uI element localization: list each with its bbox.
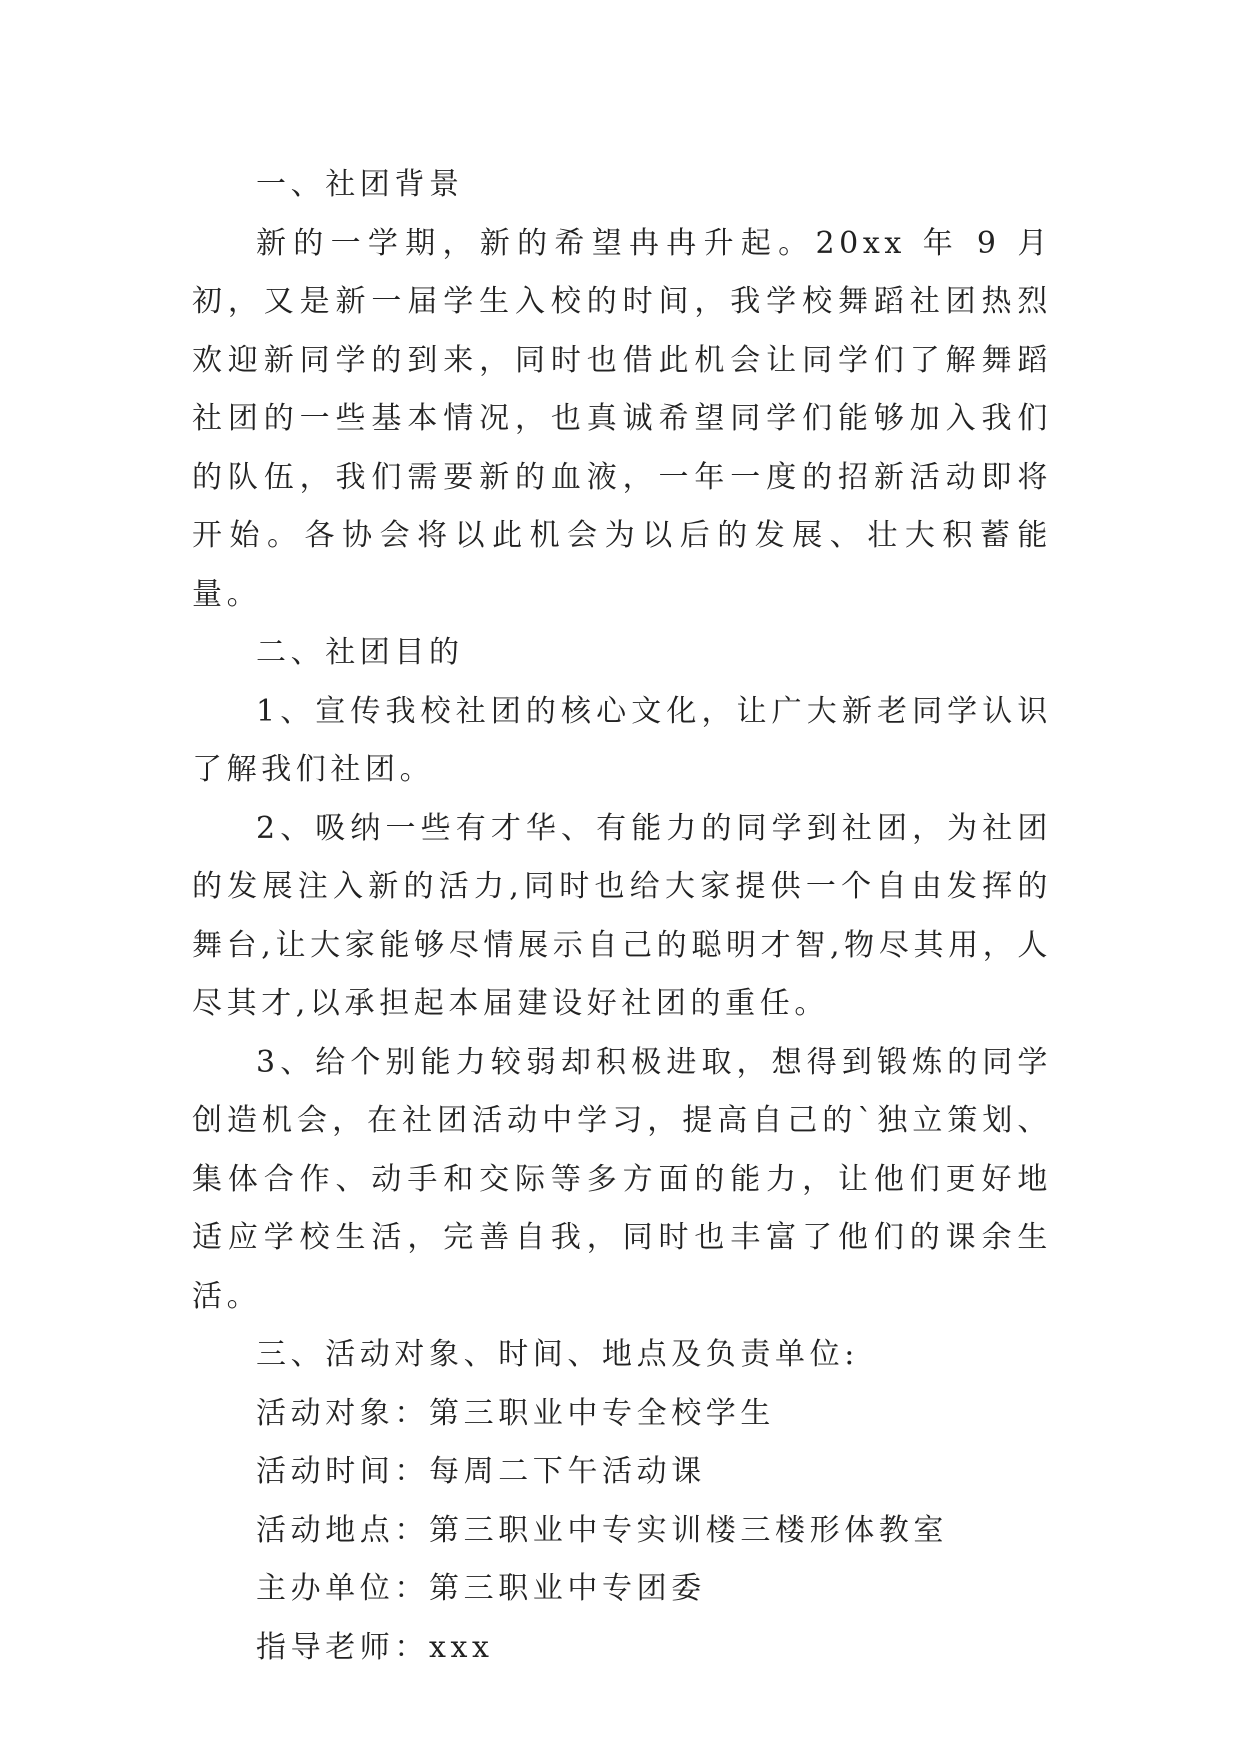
purpose-item-3: 3、给个别能力较弱却积极进取，想得到锻炼的同学创造机会，在社团活动中学习，提高自己的`独立策划、集体合作、动手和交际等多方面的能力，让他们更好地适应学校生活，完善自我，同时也丰富了他们的课余生活。 <box>192 1044 1052 1314</box>
document-body <box>192 156 1052 1677</box>
purpose-item-1: 1、宣传我校社团的核心文化，让广大新老同学认识了解我们社团。 <box>192 693 1052 787</box>
activity-location: 活动地点：第三职业中专实训楼三楼形体教室 <box>256 1512 948 1548</box>
activity-advisor: 指导老师：xxx <box>256 1629 494 1665</box>
section-heading-background: 一、社团背景 <box>256 167 464 202</box>
activity-time: 活动时间：每周二下午活动课 <box>256 1454 706 1489</box>
purpose-item-2: 2、吸纳一些有才华、有能力的同学到社团，为社团的发展注入新的活力,同时也给大家提供一个自由发挥的舞台,让大家能够尽情展示自己的聪明才智,物尽其用，人尽其才,以承担起本届建设好社团的重任。 <box>192 810 1052 1021</box>
background-paragraph: 新的一学期，新的希望冉冉升起。20xx 年 9 月初，又是新一届学生入校的时间，我学校舞蹈社团热烈欢迎新同学的到来，同时也借此机会让同学们了解舞蹈社团的一些基本情况，也真诚希望同学们能够加入我们的队伍，我们需要新的血液，一年一度的招新活动即将开始。各协会将以此机会为以后的发展、壮大积蓄能量。 <box>192 225 1052 612</box>
section-heading-activity: 三、活动对象、时间、地点及负责单位: <box>256 1337 859 1372</box>
activity-organizer: 主办单位：第三职业中专团委 <box>256 1571 706 1606</box>
activity-target: 活动对象：第三职业中专全校学生 <box>256 1395 775 1431</box>
section-heading-purpose: 二、社团目的 <box>256 635 464 670</box>
